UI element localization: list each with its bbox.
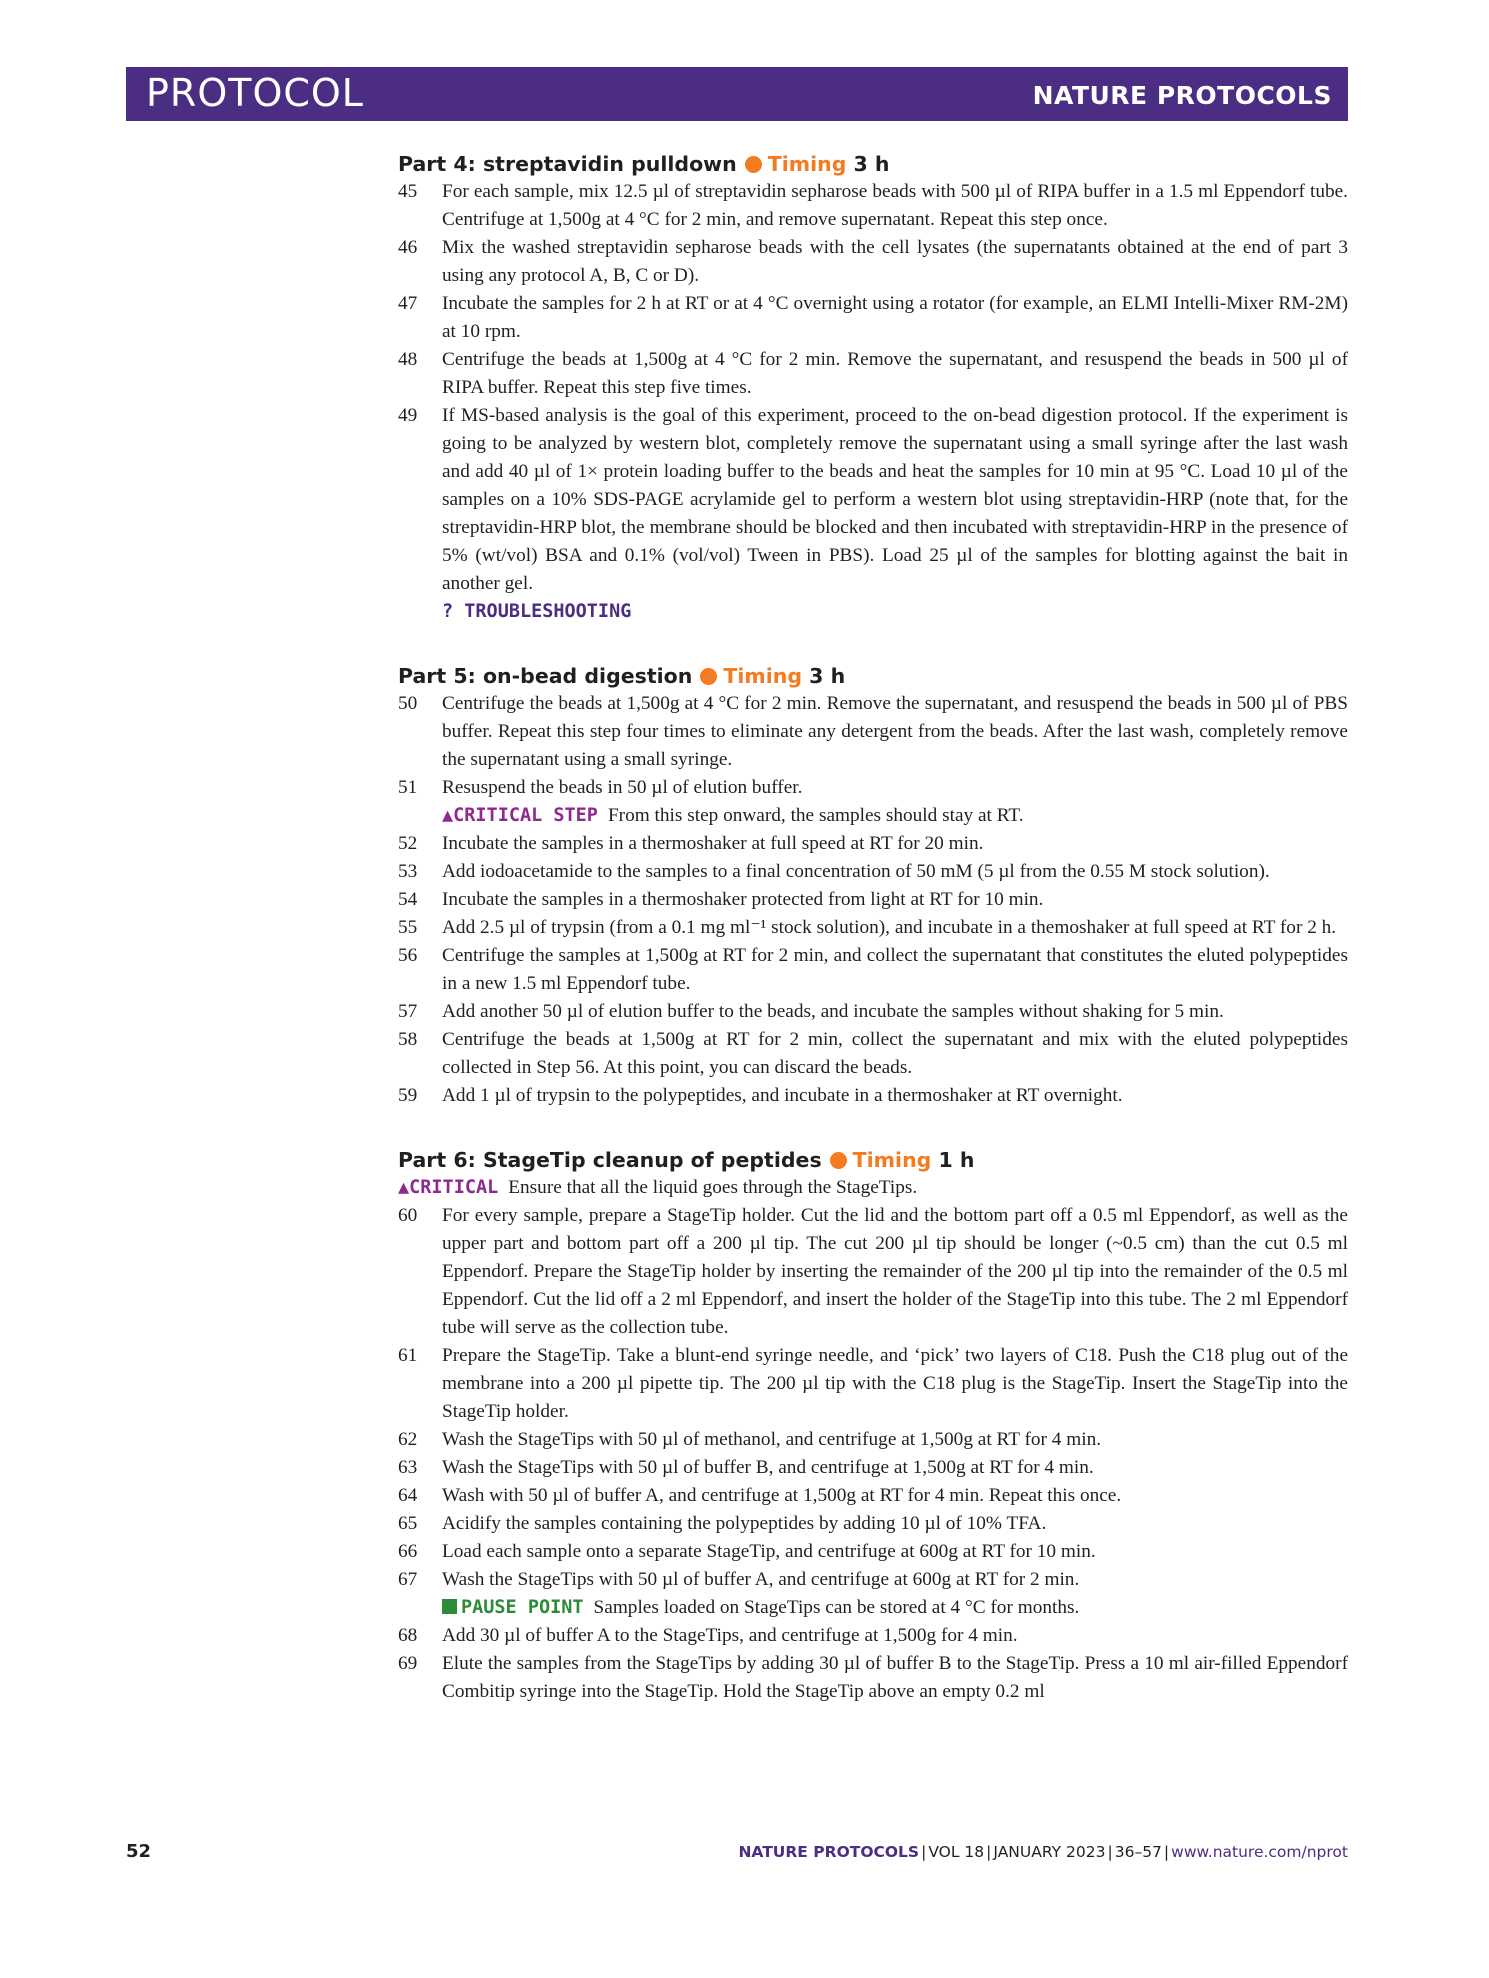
- step-text: Incubate the samples in a thermoshaker protected from light at RT for 10 min.: [442, 889, 1044, 910]
- critical-step-label: ▲CRITICAL STEP: [442, 805, 598, 826]
- step-number: 51: [398, 777, 418, 798]
- step-text: Load each sample onto a separate StageTip, and centrifuge at 600g at RT for 10 min.: [442, 1541, 1096, 1562]
- step-number: 54: [398, 889, 418, 910]
- step-item: [398, 830, 1348, 858]
- step-text: Centrifuge the samples at 1,500g at RT for 2 min, and collect the supernatant that constitutes the eluted polypeptides in a new 1.5 ml Eppendorf tube.: [442, 945, 1348, 994]
- timing-value: 1 h: [938, 1148, 975, 1172]
- page-number: 52: [126, 1841, 152, 1862]
- step-number: 56: [398, 945, 418, 966]
- step-number: 65: [398, 1513, 418, 1534]
- step-item: [398, 1650, 1348, 1706]
- step-number: 62: [398, 1429, 418, 1450]
- step-item: [398, 1342, 1348, 1426]
- step-text: Wash the StageTips with 50 µl of methanol, and centrifuge at 1,500g at RT for 4 min.: [442, 1429, 1102, 1450]
- step-text: Acidify the samples containing the polypeptides by adding 10 µl of 10% TFA.: [442, 1513, 1047, 1534]
- step-text: Add 2.5 µl of trypsin (from a 0.1 mg ml⁻¹ stock solution), and incubate in a themoshaker at full speed at RT for 2 h.: [442, 917, 1337, 938]
- pause-square-icon: [442, 1599, 457, 1614]
- step-number: 57: [398, 1001, 418, 1022]
- step-text: Centrifuge the beads at 1,500g at RT for 2 min, collect the supernatant and mix with the eluted polypeptides collected in Step 56. At this point, you can discard the beads.: [442, 1029, 1348, 1078]
- step-text: Wash with 50 µl of buffer A, and centrifuge at 1,500g at RT for 4 min. Repeat this once.: [442, 1485, 1122, 1506]
- step-number: 50: [398, 693, 418, 714]
- step-item: [398, 1426, 1348, 1454]
- step-number: 59: [398, 1085, 418, 1106]
- step-text: Incubate the samples for 2 h at RT or at 4 °C overnight using a rotator (for example, an ELMI Intelli-Mixer RM-2M) at 10 rpm.: [442, 293, 1348, 342]
- step-number: 49: [398, 405, 418, 426]
- step-number: 60: [398, 1205, 418, 1226]
- protocol-body: [398, 150, 1348, 1706]
- step-text: Add iodoacetamide to the samples to a final concentration of 50 mM (5 µl from the 0.55 M stock solution).: [442, 861, 1270, 882]
- step-text: For each sample, mix 12.5 µl of streptavidin sepharose beads with 500 µl of RIPA buffer in a 1.5 ml Eppendorf tube. Centrifuge at 1,500g at 4 °C for 2 min, and remove supernatant. Repeat this step once.: [442, 181, 1348, 230]
- timing-label: Timing: [852, 1148, 932, 1172]
- step-item: [398, 1454, 1348, 1482]
- pause-point-label: PAUSE POINT: [461, 1597, 584, 1618]
- troubleshooting-label: ? TROUBLESHOOTING: [442, 601, 632, 622]
- step-text: Prepare the StageTip. Take a blunt-end syringe needle, and ‘pick’ two layers of C18. Push the C18 plug out of the membrane into a 200 µl pipette tip. The 200 µl tip with the C18 plug is the StageTip. Insert the StageTip into the StageTip holder.: [442, 1345, 1348, 1422]
- step-text: Elute the samples from the StageTips by adding 30 µl of buffer B to the StageTip. Press a 10 ml air-filled Eppendorf Combitip syringe into the StageTip. Hold the StageTip above an empty 0.2 ml: [442, 1653, 1348, 1702]
- pause-point-note: [398, 1594, 1348, 1622]
- footer-pages: 36–57: [1114, 1843, 1162, 1861]
- step-item: [398, 234, 1348, 290]
- step-number: 69: [398, 1653, 418, 1674]
- step-text: For every sample, prepare a StageTip holder. Cut the lid and the bottom part off a 0.5 ml Eppendorf, as well as the upper part and bottom part off a 200 µl tip. The cut 200 µl tip should be longer (~0.5 cm) than the cut 0.5 ml Eppendorf. Prepare the StageTip holder by inserting the remainder of the 200 µl tip into the remainder of the 0.5 ml Eppendorf. Cut the lid off a 2 ml Eppendorf, and insert the holder of the StageTip into this tube. The 2 ml Eppendorf tube will serve as the collection tube.: [442, 1205, 1348, 1338]
- article-type-label: PROTOCOL: [146, 71, 364, 115]
- step-number: 63: [398, 1457, 418, 1478]
- timing-label: Timing: [767, 152, 847, 176]
- step-number: 68: [398, 1625, 418, 1646]
- step-item: [398, 690, 1348, 774]
- section-heading-part5: [398, 662, 1348, 690]
- step-number: 53: [398, 861, 418, 882]
- timing-dot-icon: [830, 1152, 847, 1169]
- step-number: 47: [398, 293, 418, 314]
- step-item: [398, 1482, 1348, 1510]
- step-text: Incubate the samples in a thermoshaker at full speed at RT for 20 min.: [442, 833, 984, 854]
- timing-value: 3 h: [809, 664, 846, 688]
- step-number: 45: [398, 181, 418, 202]
- step-text: Add another 50 µl of elution buffer to the beads, and incubate the samples without shaking for 5 min.: [442, 1001, 1224, 1022]
- step-number: 66: [398, 1541, 418, 1562]
- step-number: 48: [398, 349, 418, 370]
- step-item: [398, 886, 1348, 914]
- step-number: 55: [398, 917, 418, 938]
- critical-step-text: From this step onward, the samples should stay at RT.: [607, 805, 1024, 826]
- step-item: [398, 998, 1348, 1026]
- step-item: [398, 1202, 1348, 1342]
- footer-url-link[interactable]: www.nature.com/nprot: [1171, 1843, 1348, 1861]
- timing-dot-icon: [700, 668, 717, 685]
- step-text: If MS-based analysis is the goal of this experiment, proceed to the on-bead digestion protocol. If the experiment is going to be analyzed by western blot, completely remove the supernatant using a small syringe after the last wash and add 40 µl of 1× protein loading buffer to the beads and heat the samples for 10 min at 95 °C. Load 10 µl of the samples on a 10% SDS-PAGE acrylamide gel to perform a western blot using streptavidin-HRP (note that, for the streptavidin-HRP blot, the membrane should be blocked and then incubated with streptavidin-HRP in the presence of 5% (wt/vol) BSA and 0.1% (vol/vol) Tween in PBS). Load 25 µl of the samples for blotting against the bait in another gel.: [442, 405, 1348, 594]
- step-item: [398, 1538, 1348, 1566]
- step-number: 67: [398, 1569, 418, 1590]
- footer-journal: NATURE PROTOCOLS: [738, 1843, 920, 1861]
- troubleshooting-note: [398, 598, 1348, 626]
- step-item: [398, 942, 1348, 998]
- section-title: Part 6: StageTip cleanup of peptides: [398, 1148, 822, 1172]
- step-number: 58: [398, 1029, 418, 1050]
- step-item: [398, 858, 1348, 886]
- step-item: [398, 1510, 1348, 1538]
- step-text: Add 1 µl of trypsin to the polypeptides, and incubate in a thermoshaker at RT overnight.: [442, 1085, 1123, 1106]
- step-item: [398, 1082, 1348, 1110]
- step-item: [398, 1566, 1348, 1594]
- section-title: Part 4: streptavidin pulldown: [398, 152, 737, 176]
- step-item: [398, 1622, 1348, 1650]
- step-number: 46: [398, 237, 418, 258]
- critical-text: Ensure that all the liquid goes through the StageTips.: [508, 1177, 918, 1198]
- step-text: Centrifuge the beads at 1,500g at 4 °C for 2 min. Remove the supernatant, and resuspend the beads in 500 µl of RIPA buffer. Repeat this step five times.: [442, 349, 1348, 398]
- step-item: [398, 774, 1348, 802]
- step-text: Mix the washed streptavidin sepharose beads with the cell lysates (the supernatants obtained at the end of part 3 using any protocol A, B, C or D).: [442, 237, 1348, 286]
- step-item: [398, 178, 1348, 234]
- step-item: [398, 914, 1348, 942]
- timing-label: Timing: [723, 664, 803, 688]
- step-item: [398, 290, 1348, 346]
- critical-note: [398, 1174, 1348, 1202]
- pause-point-text: Samples loaded on StageTips can be stored at 4 °C for months.: [593, 1597, 1080, 1618]
- step-text: Wash the StageTips with 50 µl of buffer A, and centrifuge at 600g at RT for 2 min.: [442, 1569, 1080, 1590]
- timing-value: 3 h: [853, 152, 890, 176]
- step-text: Add 30 µl of buffer A to the StageTips, and centrifuge at 1,500g for 4 min.: [442, 1625, 1018, 1646]
- header-banner: [126, 67, 1348, 121]
- step-number: 52: [398, 833, 418, 854]
- timing-dot-icon: [745, 156, 762, 173]
- step-number: 61: [398, 1345, 418, 1366]
- step-text: Resuspend the beads in 50 µl of elution buffer.: [442, 777, 803, 798]
- journal-name-header: NATURE PROTOCOLS: [1032, 81, 1332, 110]
- footer-date: JANUARY 2023: [993, 1843, 1106, 1861]
- step-text: Centrifuge the beads at 1,500g at 4 °C for 2 min. Remove the supernatant, and resuspend the beads in 500 µl of PBS buffer. Repeat this step four times to eliminate any detergent from the beads. After the last wash, completely remove the supernatant using a small syringe.: [442, 693, 1348, 770]
- step-item: [398, 346, 1348, 402]
- section-heading-part6: [398, 1146, 1348, 1174]
- step-item: [398, 402, 1348, 598]
- critical-step-note: [398, 802, 1348, 830]
- step-item: [398, 1026, 1348, 1082]
- footer-citation: NATURE PROTOCOLS | VOL 18 | JANUARY 2023 | 36–57 | www.nature.com/nprot: [738, 1843, 1348, 1861]
- section-heading-part4: [398, 150, 1348, 178]
- step-number: 64: [398, 1485, 418, 1506]
- critical-label: ▲CRITICAL: [398, 1177, 499, 1198]
- section-title: Part 5: on-bead digestion: [398, 664, 693, 688]
- footer-volume: VOL 18: [928, 1843, 985, 1861]
- step-text: Wash the StageTips with 50 µl of buffer B, and centrifuge at 1,500g at RT for 4 min.: [442, 1457, 1094, 1478]
